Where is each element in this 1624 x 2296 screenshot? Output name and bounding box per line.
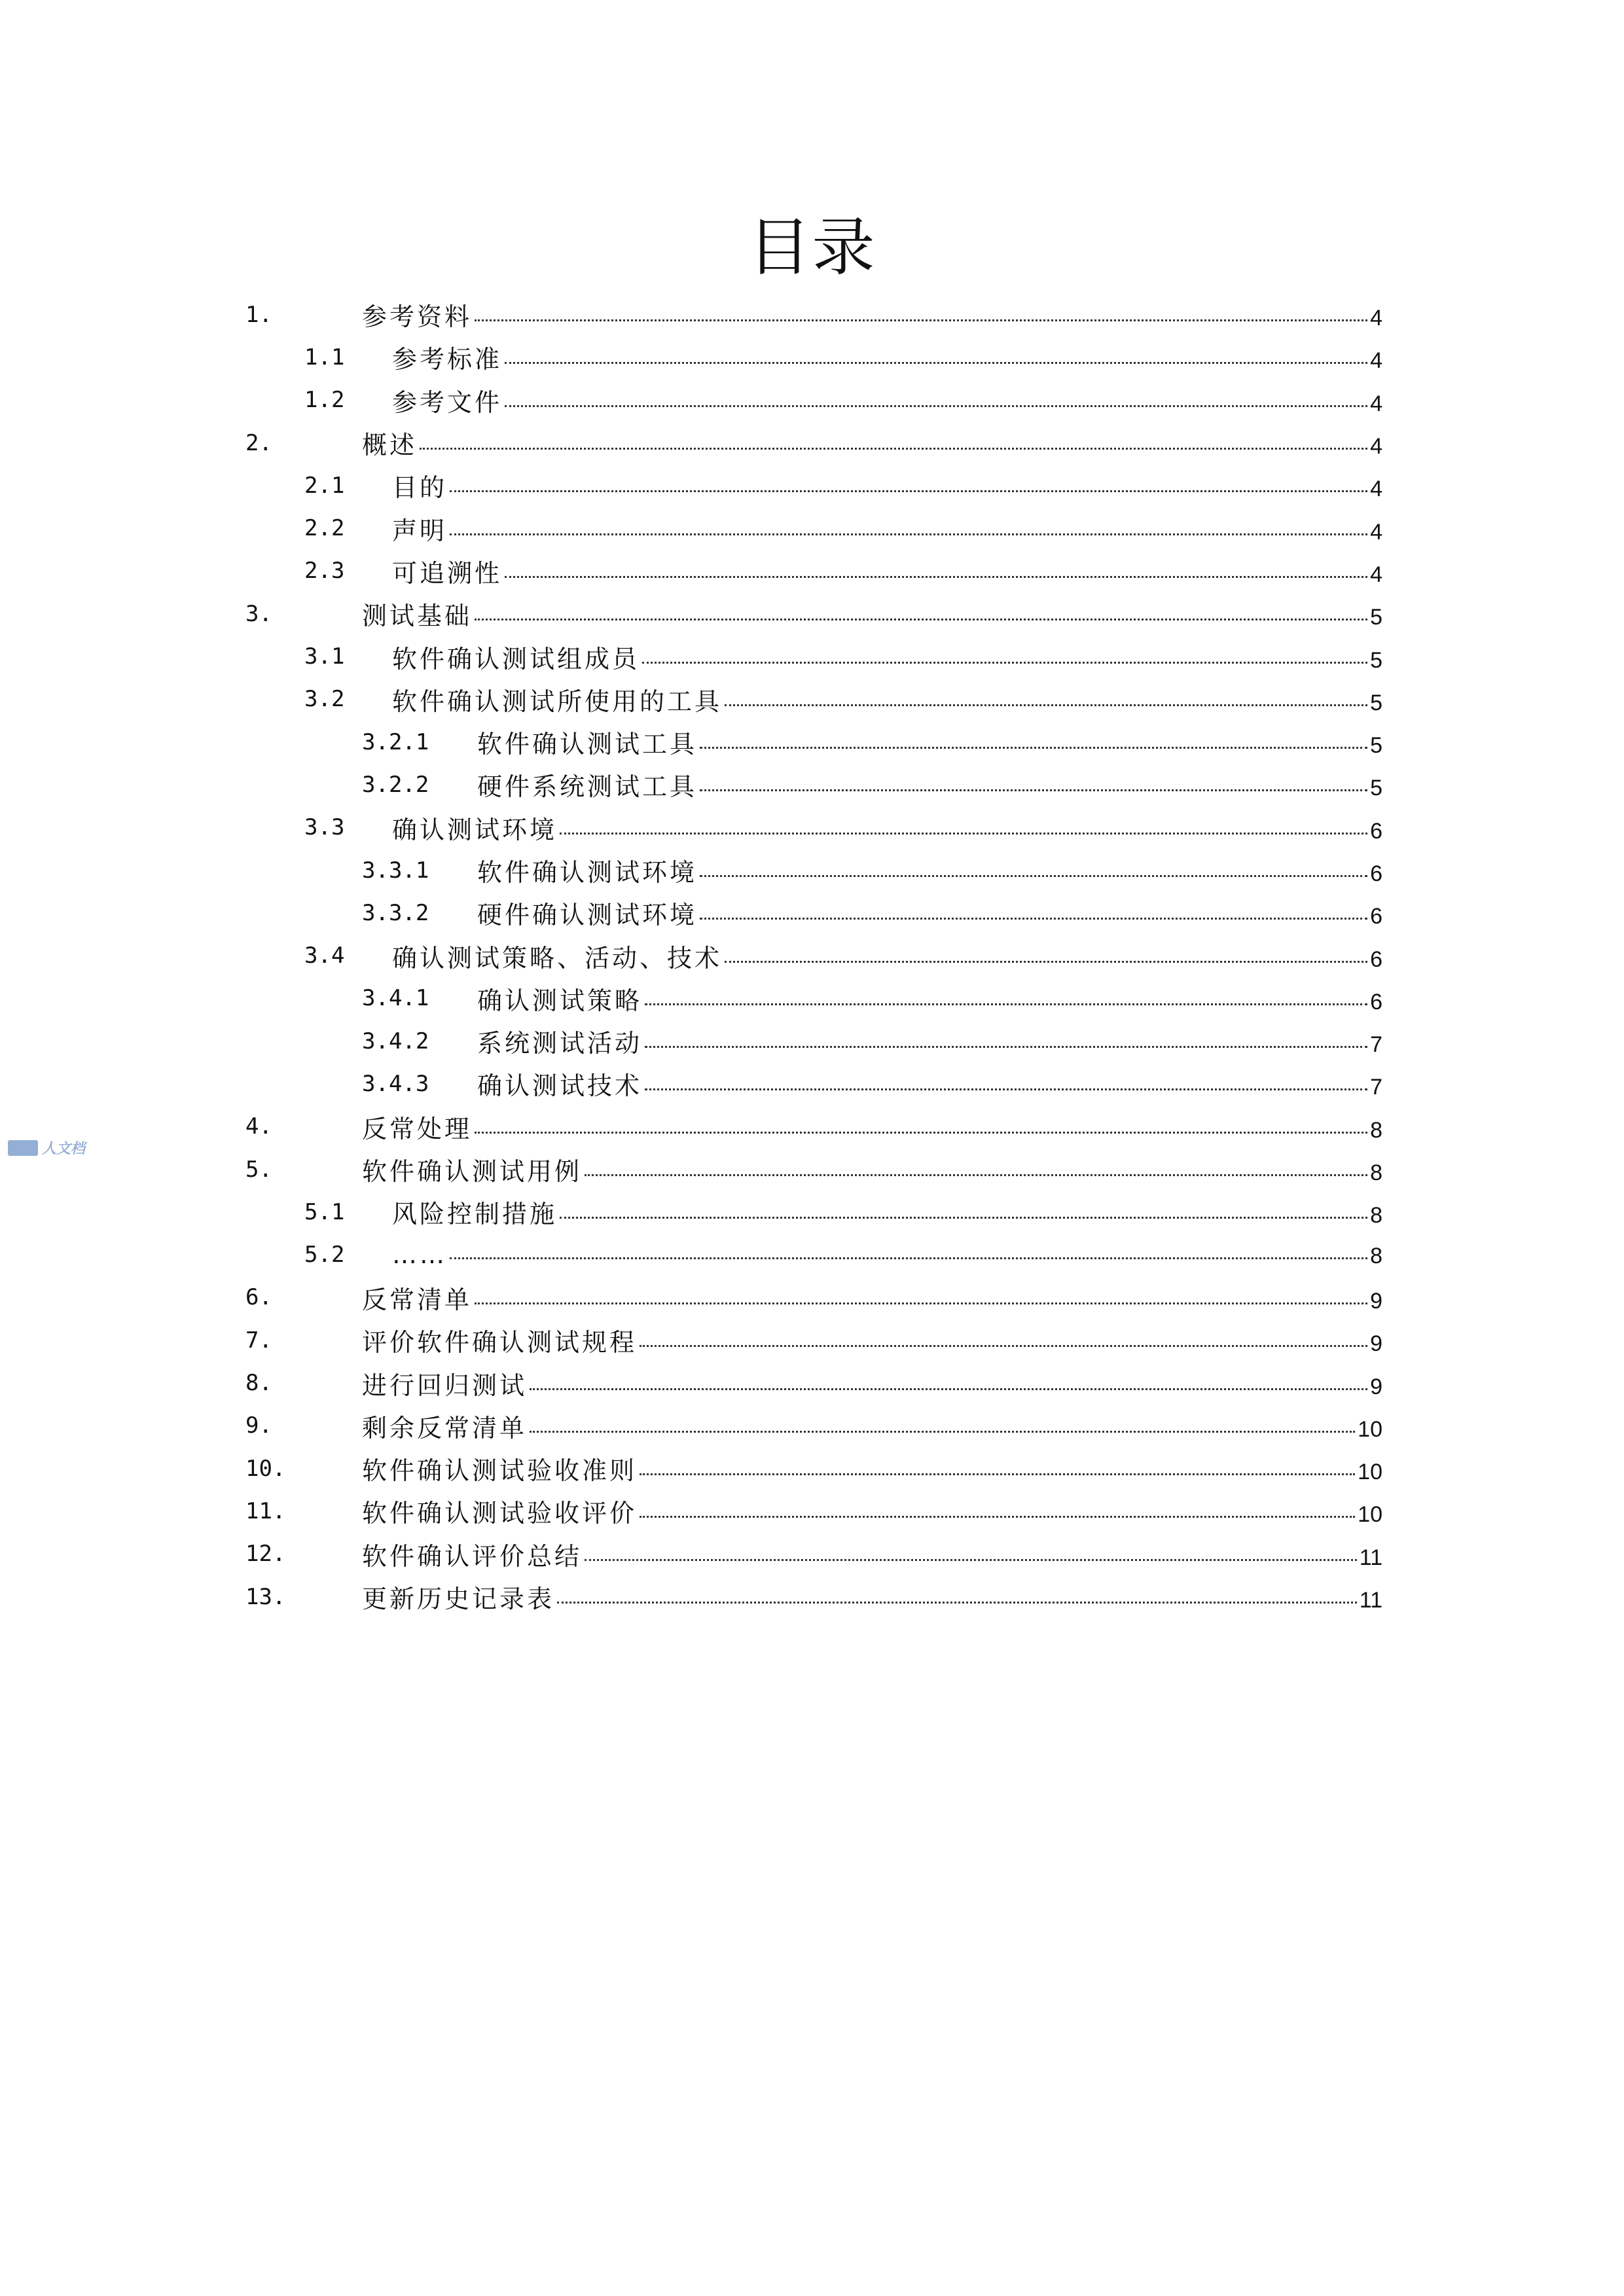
toc-entry-text: 确认测试环境 (392, 815, 558, 844)
toc-entry-page-number: 4 (1370, 434, 1382, 459)
toc-entry-text: 风险控制措施 (392, 1200, 558, 1229)
toc-entry-text: 软件确认测试验收准则 (362, 1456, 638, 1486)
toc-entry[interactable] (245, 1020, 1382, 1062)
toc-entry-row (392, 681, 1382, 717)
toc-entry-row (392, 467, 1382, 503)
toc-entry-number: 3.2.2 (362, 771, 429, 798)
toc-entry-text: 测试基础 (362, 601, 473, 631)
toc-entry-text: 参考资料 (362, 302, 473, 332)
toc-entry-text: 参考标准 (392, 345, 503, 374)
toc-entry[interactable] (245, 336, 1382, 378)
toc-entry-page-number: 8 (1370, 1203, 1382, 1229)
toc-dot-leader (700, 897, 1367, 920)
toc-entry-page-number: 5 (1370, 605, 1382, 630)
toc-entry-text: 软件确认测试所使用的工具 (392, 687, 723, 716)
toc-entry-text: 确认测试策略 (477, 986, 643, 1015)
toc-entry-page-number: 4 (1370, 519, 1382, 545)
toc-entry-number: 6. (245, 1284, 272, 1311)
toc-entry[interactable] (245, 464, 1382, 507)
toc-entry[interactable] (245, 379, 1382, 422)
toc-list (245, 293, 1382, 1618)
toc-entry-text: 软件确认测试验收评价 (362, 1499, 638, 1528)
toc-entry-text: 软件确认测试组成员 (392, 644, 640, 673)
toc-entry-row (392, 511, 1382, 547)
toc-entry-number: 3.1 (304, 643, 345, 670)
toc-entry[interactable] (245, 1490, 1382, 1532)
toc-entry-number: 2.3 (304, 558, 345, 584)
toc-dot-leader (645, 982, 1367, 1005)
toc-entry-text: 声明 (392, 516, 448, 545)
toc-dot-leader (700, 854, 1367, 877)
toc-entry-row (477, 895, 1382, 931)
toc-dot-leader (640, 1495, 1355, 1518)
toc-entry-page-number: 10 (1358, 1416, 1382, 1442)
watermark-text: 人文档 (42, 1141, 86, 1157)
toc-entry-row (362, 1280, 1382, 1316)
toc-entry-row (477, 1023, 1382, 1059)
toc-dot-leader (585, 1538, 1357, 1561)
toc-entry-row (477, 1066, 1382, 1102)
toc-entry-text: 硬件确认测试环境 (477, 901, 698, 930)
toc-dot-leader (560, 1196, 1367, 1219)
toc-entry-row (362, 1322, 1382, 1358)
toc-entry-page-number: 9 (1370, 1331, 1382, 1357)
toc-dot-leader (585, 1153, 1367, 1176)
toc-entry[interactable] (245, 507, 1382, 549)
toc-entry-text: 反常处理 (362, 1114, 473, 1143)
toc-entry-row (362, 1493, 1382, 1529)
toc-entry-page-number: 7 (1370, 1075, 1382, 1100)
toc-entry-row (477, 852, 1382, 888)
toc-entry-number: 2. (245, 429, 272, 456)
toc-dot-leader (560, 812, 1367, 834)
toc-entry-text: 确认测试技术 (477, 1071, 643, 1101)
toc-entry-row (362, 1536, 1382, 1572)
toc-entry-page-number: 4 (1370, 348, 1382, 374)
toc-entry-page-number: 6 (1370, 904, 1382, 929)
toc-dot-leader (450, 512, 1367, 535)
toc-entry[interactable] (245, 934, 1382, 977)
toc-entry-text: 硬件系统测试工具 (477, 772, 698, 802)
toc-entry-number: 5. (245, 1156, 272, 1183)
toc-entry-number: 3.2 (304, 686, 345, 713)
toc-entry-row (477, 980, 1382, 1016)
toc-entry-page-number: 4 (1370, 562, 1382, 587)
toc-entry[interactable] (245, 293, 1382, 336)
toc-entry-row (392, 1240, 1382, 1269)
toc-dot-leader (725, 683, 1367, 706)
toc-entry-row (362, 1408, 1382, 1444)
toc-entry-page-number: 9 (1370, 1288, 1382, 1314)
toc-entry-number: 3.4.2 (362, 1028, 429, 1054)
toc-entry-number: 8. (245, 1370, 272, 1397)
toc-entry[interactable] (245, 1533, 1382, 1575)
toc-dot-leader (530, 1410, 1355, 1433)
toc-entry-number: 9. (245, 1412, 272, 1439)
toc-entry[interactable] (245, 806, 1382, 849)
toc-entry[interactable] (245, 592, 1382, 635)
toc-entry-row (362, 1109, 1382, 1145)
watermark-logo-icon (8, 1140, 38, 1156)
toc-entry-number: 1.1 (304, 344, 345, 370)
toc-dot-leader (475, 1282, 1367, 1304)
toc-dot-leader (505, 384, 1367, 407)
toc-entry-page-number: 7 (1370, 1032, 1382, 1058)
toc-entry-text: 软件确认测试用例 (362, 1157, 583, 1187)
toc-entry-row (362, 1365, 1382, 1401)
toc-dot-leader (645, 1025, 1367, 1048)
toc-title: 目录 (748, 211, 876, 284)
toc-entry-page-number: 4 (1370, 476, 1382, 502)
toc-dot-leader (475, 598, 1367, 620)
toc-entry[interactable] (245, 763, 1382, 806)
toc-entry-text: 参考文件 (392, 387, 503, 417)
toc-entry-text: 确认测试策略、活动、技术 (392, 943, 723, 973)
toc-entry-row (392, 810, 1382, 846)
toc-entry-number: 3.4.3 (362, 1070, 429, 1097)
toc-entry-number: 3.2.1 (362, 728, 429, 755)
toc-dot-leader (450, 469, 1367, 492)
toc-entry-number: 10. (245, 1455, 286, 1482)
toc-entry-page-number: 5 (1370, 690, 1382, 715)
toc-entry-page-number: 11 (1359, 1545, 1382, 1570)
watermark (8, 1138, 85, 1158)
toc-entry-text: 软件确认测试环境 (477, 858, 698, 887)
toc-entry[interactable] (245, 849, 1382, 891)
toc-dot-leader (640, 1452, 1355, 1475)
toc-dot-leader (530, 1367, 1367, 1390)
toc-entry-row (362, 296, 1382, 332)
toc-entry-page-number: 10 (1358, 1460, 1382, 1485)
toc-dot-leader (505, 341, 1367, 364)
toc-entry-number: 5.2 (304, 1242, 345, 1268)
toc-entry-row (362, 596, 1382, 632)
toc-entry-number: 1.2 (304, 387, 345, 414)
toc-entry-number: 2.2 (304, 515, 345, 542)
toc-entry[interactable] (245, 1361, 1382, 1404)
toc-entry-page-number: 11 (1359, 1588, 1382, 1613)
toc-entry-row (392, 553, 1382, 589)
toc-entry-page-number: 5 (1370, 776, 1382, 801)
toc-entry-page-number: 8 (1370, 1160, 1382, 1186)
toc-entry-page-number: 6 (1370, 989, 1382, 1014)
toc-dot-leader (505, 555, 1367, 578)
toc-entry[interactable] (245, 891, 1382, 934)
toc-dot-leader (700, 726, 1367, 749)
toc-entry[interactable] (245, 1405, 1382, 1447)
toc-entry[interactable] (245, 1191, 1382, 1233)
toc-entry-text: 进行回归测试 (362, 1371, 528, 1400)
toc-entry-text: …… (392, 1240, 447, 1270)
toc-entry[interactable] (245, 1234, 1382, 1276)
toc-entry[interactable] (245, 678, 1382, 721)
toc-entry[interactable] (245, 1575, 1382, 1618)
toc-entry-number: 3.4.1 (362, 985, 429, 1012)
toc-dot-leader (557, 1581, 1357, 1604)
toc-entry-text: 软件确认测试工具 (477, 730, 698, 759)
toc-entry[interactable] (245, 721, 1382, 763)
toc-entry-page-number: 5 (1370, 733, 1382, 759)
toc-entry-page-number: 4 (1370, 391, 1382, 416)
toc-entry-number: 13. (245, 1583, 286, 1610)
toc-dot-leader (645, 1067, 1367, 1090)
toc-entry-row (362, 1450, 1382, 1486)
toc-entry-number: 4. (245, 1113, 272, 1140)
toc-entry-text: 剩余反常清单 (362, 1413, 528, 1443)
toc-entry-row (362, 1579, 1382, 1615)
toc-entry[interactable] (245, 1105, 1382, 1148)
toc-entry-number: 12. (245, 1541, 286, 1568)
toc-entry[interactable] (245, 1148, 1382, 1191)
toc-entry-row (392, 938, 1382, 974)
toc-entry-number: 1. (245, 301, 272, 328)
toc-entry-text: 系统测试活动 (477, 1029, 643, 1058)
toc-entry-row (392, 339, 1382, 375)
toc-entry[interactable] (245, 422, 1382, 464)
toc-entry-number: 11. (245, 1498, 286, 1524)
toc-entry[interactable] (245, 977, 1382, 1020)
toc-entry[interactable] (245, 1319, 1382, 1361)
toc-entry-number: 3. (245, 600, 272, 627)
toc-entry-number: 3.3.2 (362, 899, 429, 926)
toc-dot-leader (475, 1111, 1367, 1134)
toc-entry-page-number: 9 (1370, 1374, 1382, 1399)
toc-dot-leader (642, 641, 1367, 664)
toc-entry-text: 软件确认评价总结 (362, 1541, 583, 1571)
toc-entry-number: 3.4 (304, 942, 345, 969)
toc-dot-leader (700, 768, 1367, 791)
toc-entry-number: 2.1 (304, 472, 345, 499)
toc-entry-page-number: 8 (1370, 1117, 1382, 1143)
toc-dot-leader (420, 427, 1367, 450)
toc-entry[interactable] (245, 1447, 1382, 1490)
toc-entry-text: 反常清单 (362, 1285, 473, 1314)
toc-entry-text: 更新历史记录表 (362, 1585, 555, 1614)
toc-entry-row (392, 382, 1382, 418)
toc-dot-leader (475, 298, 1367, 321)
toc-entry-row (392, 1194, 1382, 1230)
toc-entry-page-number: 6 (1370, 818, 1382, 844)
toc-entry-row (477, 766, 1382, 802)
toc-entry-page-number: 10 (1358, 1502, 1382, 1528)
toc-entry-number: 3.3.1 (362, 857, 429, 884)
toc-entry-page-number: 6 (1370, 946, 1382, 972)
toc-entry-text: 目的 (392, 473, 448, 503)
toc-entry-row (477, 724, 1382, 760)
toc-entry-page-number: 6 (1370, 861, 1382, 886)
toc-entry[interactable] (245, 550, 1382, 592)
toc-entry-number: 7. (245, 1327, 272, 1354)
toc-entry-row (362, 425, 1382, 461)
toc-entry-text: 可追溯性 (392, 558, 503, 588)
toc-entry-page-number: 4 (1370, 306, 1382, 331)
toc-entry-text: 评价软件确认测试规程 (362, 1328, 638, 1357)
toc-entry-row (392, 639, 1382, 675)
toc-entry-page-number: 5 (1370, 647, 1382, 673)
toc-dot-leader (725, 940, 1367, 963)
toc-entry-text: 概述 (362, 431, 418, 460)
toc-entry-number: 3.3 (304, 814, 345, 841)
toc-dot-leader (450, 1236, 1367, 1259)
toc-dot-leader (640, 1324, 1367, 1347)
toc-entry-number: 5.1 (304, 1198, 345, 1225)
toc-entry[interactable] (245, 1276, 1382, 1319)
toc-entry-page-number: 8 (1370, 1244, 1382, 1269)
toc-entry[interactable] (245, 635, 1382, 677)
toc-entry-row (362, 1151, 1382, 1187)
toc-entry[interactable] (245, 1062, 1382, 1105)
